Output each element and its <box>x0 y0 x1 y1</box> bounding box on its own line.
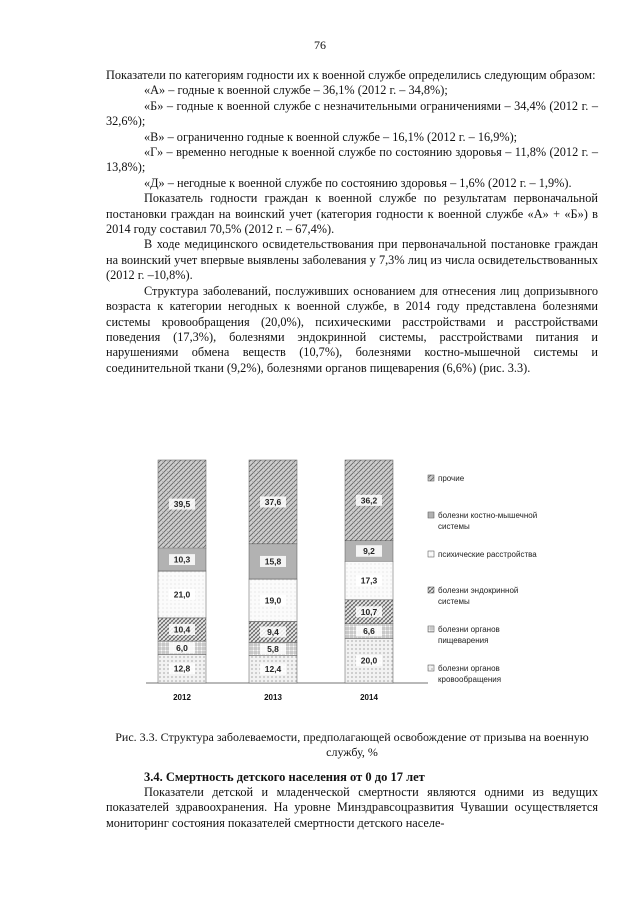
legend-label: болезни органов <box>438 625 500 634</box>
body-text-top <box>106 68 598 376</box>
x-tick-label: 2012 <box>173 693 191 702</box>
examination-paragraph: В ходе медицинского освидетельствования при первоначальной постановке граждан на воинский учет впервые выявлены заболевания у 7,3% лиц из числа освидетельствованных (2012 г. –10,8%). <box>106 237 598 283</box>
data-label: 10,7 <box>360 606 378 617</box>
legend-swatch <box>428 512 434 518</box>
structure-paragraph: Структура заболеваний, послуживших основанием для отнесения лиц допризывного возраста к категории негодных к военной службе, в 2014 году представлена болезнями системы кровообращения (20,0%), психическими расстройствами и расстройствами поведения (17,3%), болезнями эндокринной системы, расстройствами питания и нарушениями обмена веществ (10,7%), болезнями костно-мышечной системы и соединительной ткани (9,2%), болезнями органов пищеварения (6,6%) (рис. 3.3). <box>106 283 598 375</box>
category-g: «Г» – временно негодные к военной службе по состоянию здоровья – 11,8% (2012 г. – 13,8%); <box>106 145 598 175</box>
data-label: 15,8 <box>264 556 282 567</box>
data-label: 17,3 <box>360 575 378 586</box>
figure-caption: Рис. 3.3. Структура заболеваемости, предполагающей освобождение от призыва на военную службу, % <box>115 730 589 759</box>
data-label: 37,6 <box>264 496 282 507</box>
data-label: 12,8 <box>173 663 191 674</box>
legend-label: пищеварения <box>438 636 489 645</box>
stacked-bar-chart <box>146 455 586 720</box>
section-title: 3.4. Смертность детского населения от 0 до 17 лет <box>144 770 425 784</box>
data-label: 10,3 <box>173 554 191 565</box>
x-tick-label: 2014 <box>360 693 378 702</box>
category-b: «Б» – годные к военной службе с незначительными ограничениями – 34,4% (2012 г. – 32,6%); <box>106 98 598 129</box>
data-label: 6,0 <box>176 642 188 653</box>
disease-structure-chart <box>146 455 586 720</box>
data-label: 9,2 <box>363 545 375 556</box>
data-label: 39,5 <box>173 499 191 510</box>
legend-label: системы <box>438 597 470 606</box>
legend-swatch <box>428 551 434 557</box>
data-label: 10,4 <box>173 624 191 635</box>
x-tick-label: 2013 <box>264 693 282 702</box>
intro-paragraph: Показатели по категориям годности их к военной службе определились следующим образом: <box>106 68 596 82</box>
category-v: «В» – ограниченно годные к военной службе – 16,1% (2012 г. – 16,9%); <box>144 129 518 144</box>
legend-swatch <box>428 475 434 481</box>
category-d: «Д» – негодные к военной службе по состоянию здоровья – 1,6% (2012 г. – 1,9%). <box>144 175 572 190</box>
data-label: 6,6 <box>363 626 375 637</box>
legend-swatch <box>428 665 434 671</box>
legend-label: психические расстройства <box>438 550 537 559</box>
data-label: 20,0 <box>360 655 378 666</box>
legend-label: болезни органов <box>438 664 500 673</box>
data-label: 12,4 <box>264 664 282 675</box>
data-label: 21,0 <box>173 589 191 600</box>
data-label: 19,0 <box>264 595 282 606</box>
fitness-paragraph: Показатель годности граждан к военной службе по результатам первоначальной постановки граждан на воинский учет (категория годности к военной службе «А» + «Б») в 2014 году составил 70,5% (2012 г. – 67,4%). <box>106 191 598 237</box>
legend-label: системы <box>438 522 470 531</box>
category-a: «А» – годные к военной службе – 36,1% (2012 г. – 34,8%); <box>144 83 448 98</box>
page-number: 76 <box>314 38 326 52</box>
mortality-paragraph: Показатели детской и младенческой смертности являются одними из ведущих показателей здравоохранения. На уровне Минздравсоцразвития Чувашии осуществляется мониторинг состояния показателей смертности детского населе- <box>106 785 598 830</box>
legend-swatch <box>428 626 434 632</box>
body-text-bottom <box>106 769 598 831</box>
data-label: 9,4 <box>267 626 279 637</box>
legend-label: кровообращения <box>438 675 502 684</box>
data-label: 5,8 <box>267 643 279 654</box>
legend-label: болезни эндокринной <box>438 586 519 595</box>
legend-label: прочие <box>438 474 465 483</box>
data-label: 36,2 <box>360 495 378 506</box>
legend-label: болезни костно-мышечной <box>438 511 538 520</box>
legend-swatch <box>428 587 434 593</box>
